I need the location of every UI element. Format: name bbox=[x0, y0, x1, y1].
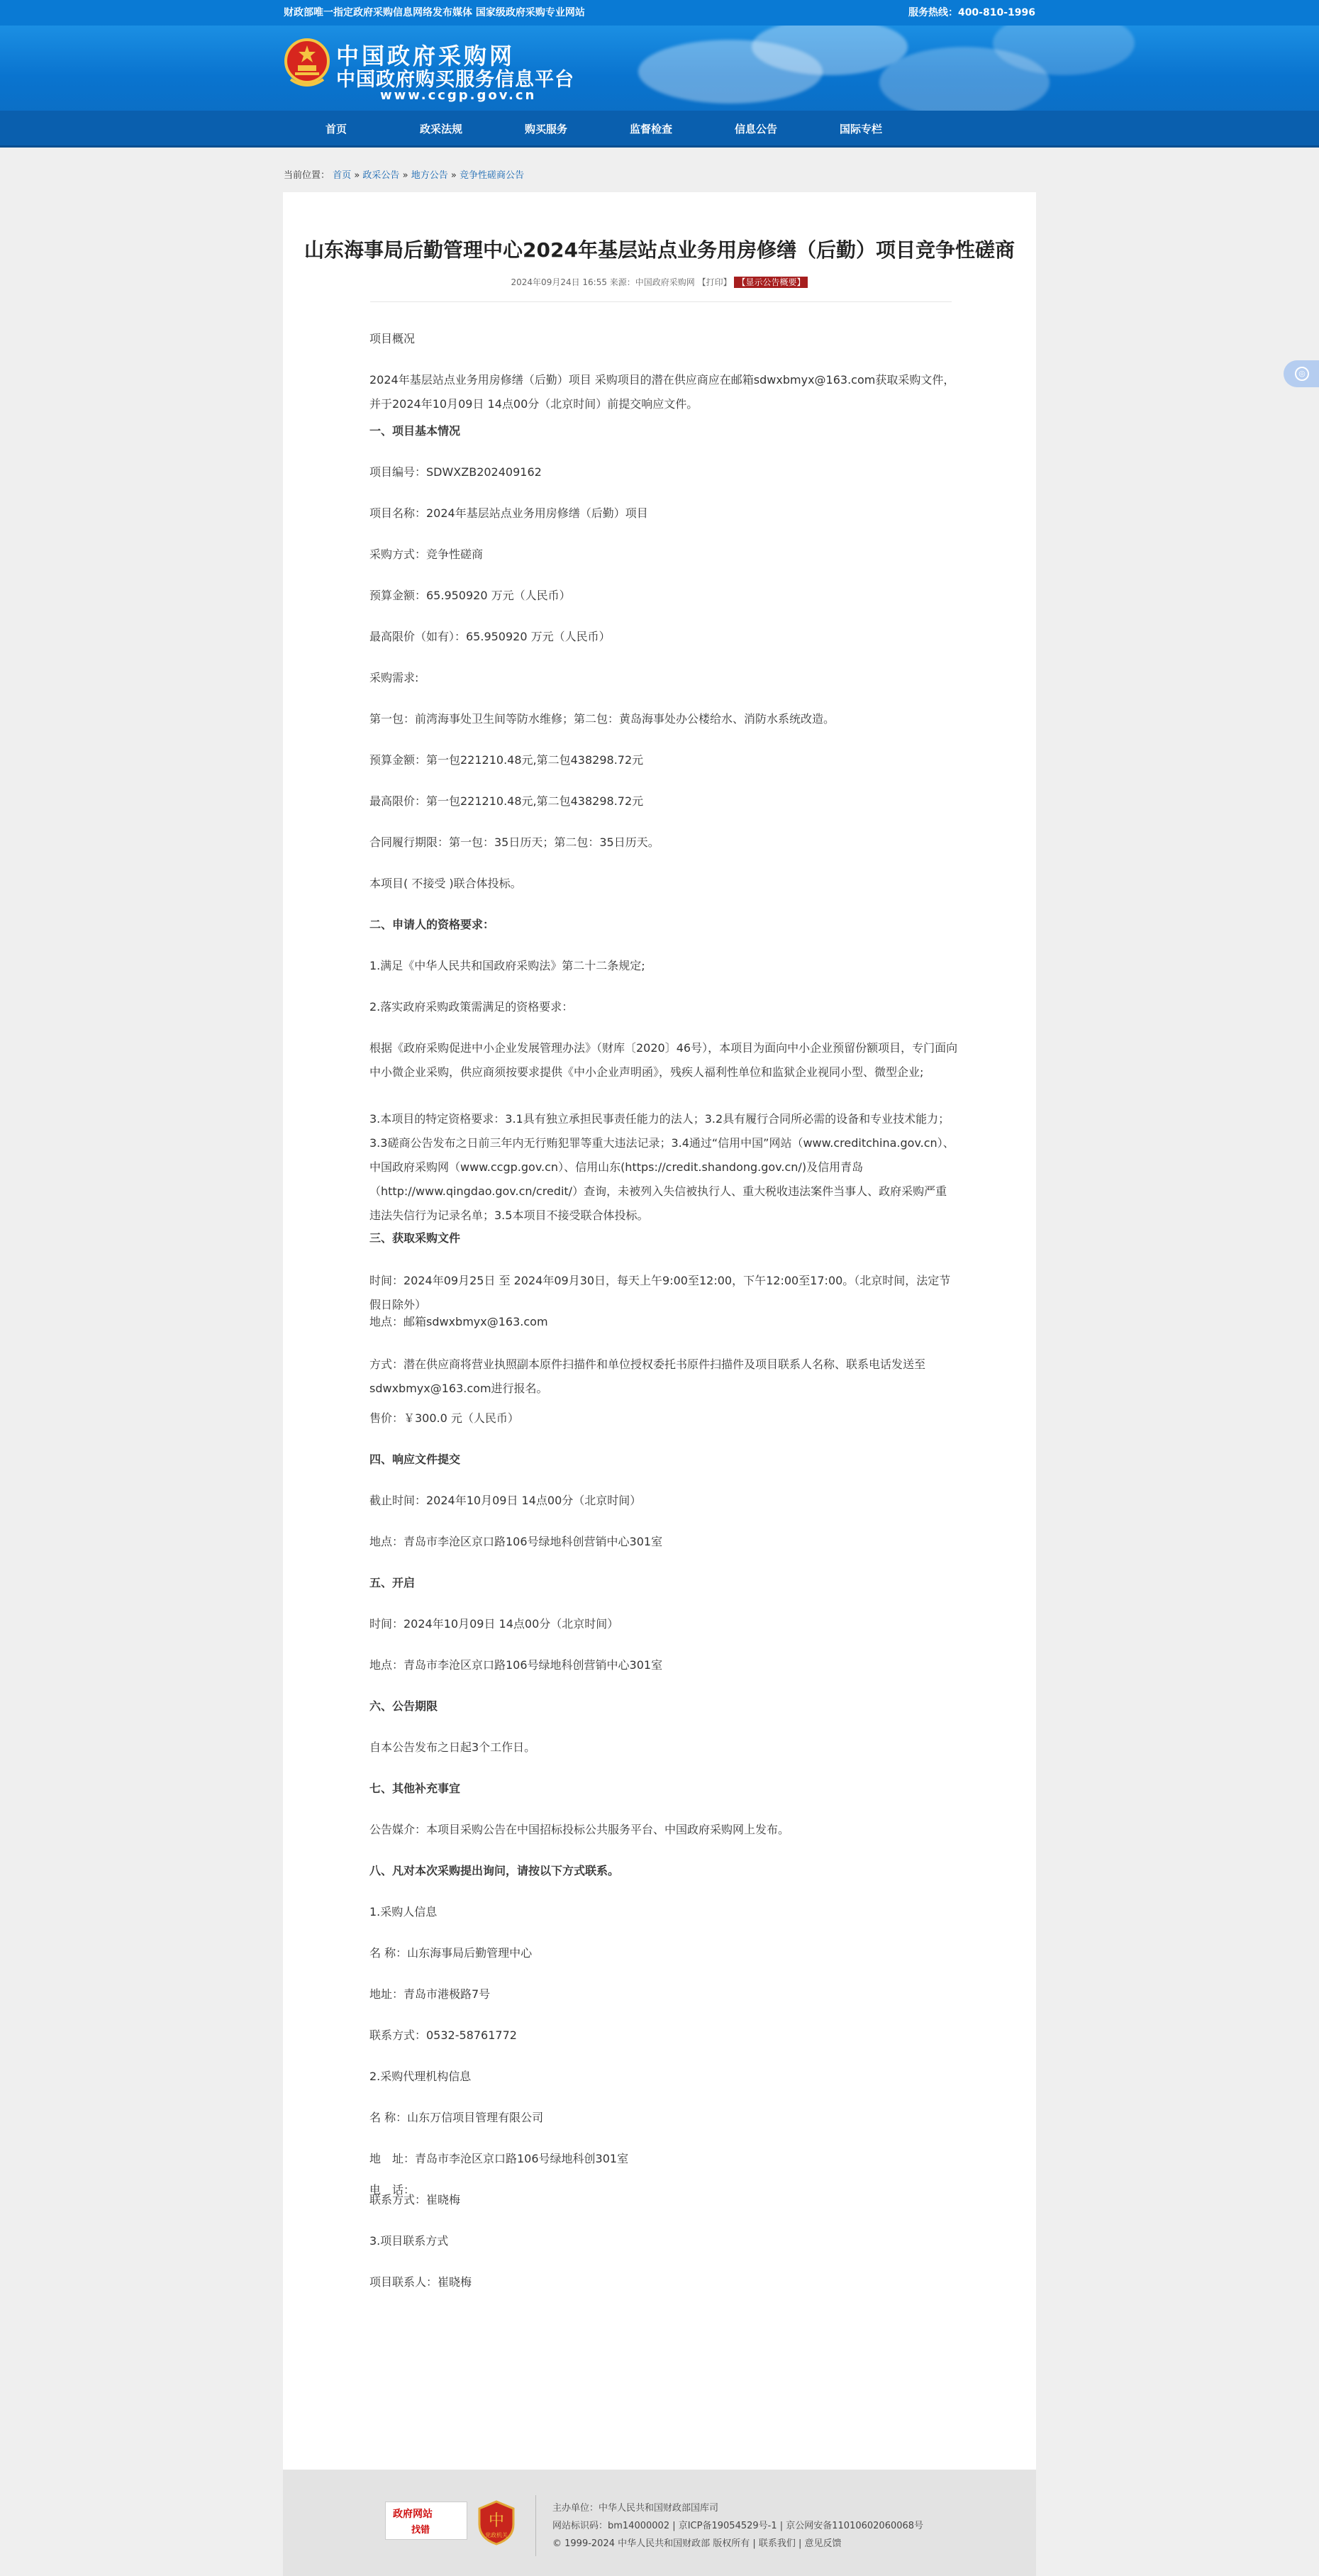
top-bar-inner bbox=[284, 0, 1035, 26]
paragraph: 项目名称：2024年基层站点业务用房修缮（后勤）项目 bbox=[369, 506, 648, 520]
paragraph: 名 称：山东海事局后勤管理中心 bbox=[369, 1946, 533, 1960]
show-summary-button[interactable]: 【显示公告概要】 bbox=[734, 277, 808, 288]
nav-item-supervision[interactable]: 监督检查 bbox=[629, 123, 672, 135]
paragraph: 第一包：前湾海事处卫生间等防水维修；第二包：黄岛海事处办公楼给水、消防水系统改造。 bbox=[369, 712, 835, 726]
site-logo[interactable] bbox=[284, 37, 581, 105]
nav-item-regulations[interactable]: 政采法规 bbox=[419, 123, 462, 135]
paragraph: 自本公告发布之日起3个工作日。 bbox=[369, 1741, 536, 1754]
paragraph: 名 称：山东万信项目管理有限公司 bbox=[369, 2111, 544, 2124]
paragraph: 售价：￥300.0 元（人民币） bbox=[369, 1411, 519, 1425]
paragraph: 本项目( 不接受 )联合体投标。 bbox=[369, 877, 522, 890]
footer-separator bbox=[535, 2495, 536, 2556]
header-banner bbox=[0, 26, 1319, 111]
nav-item-purchase-services[interactable]: 购买服务 bbox=[524, 123, 567, 135]
paragraph: 最高限价（如有）：65.950920 万元（人民币） bbox=[369, 630, 611, 643]
paragraph: 电 话： bbox=[369, 2183, 416, 2197]
paragraph: 预算金额：第一包221210.48元,第二包438298.72元 bbox=[369, 753, 644, 767]
site-title: 中国政府采购网 bbox=[336, 43, 516, 70]
paragraph: 预算金额：65.950920 万元（人民币） bbox=[369, 589, 571, 602]
paragraph: 合同履行期限：第一包：35日历天；第二包：35日历天。 bbox=[369, 835, 660, 849]
paragraph: 联系方式：0532-58761772 bbox=[369, 2028, 517, 2042]
section-heading: 六、公告期限 bbox=[369, 1699, 438, 1713]
paragraph: 时间：2024年09月25日 至 2024年09月30日，每天上午9:00至12:00，下午12:00至17:00。（北京时间，法定节假日除外） bbox=[369, 1274, 951, 1311]
nav-item-announcements[interactable]: 信息公告 bbox=[734, 123, 777, 135]
top-bar bbox=[0, 0, 1319, 26]
breadcrumb-item-local[interactable]: 地方公告 bbox=[411, 170, 448, 181]
service-hotline: 服务热线：400-810-1996 bbox=[908, 7, 1035, 18]
article-meta-text: 2024年09月24日 16:55 来源：中国政府采购网 【打印】 bbox=[511, 277, 732, 287]
paragraph: 地址：青岛市港极路7号 bbox=[369, 1987, 491, 2001]
breadcrumb-item-announcements[interactable]: 政采公告 bbox=[362, 170, 400, 181]
section-heading: 五、开启 bbox=[369, 1576, 416, 1589]
article-meta bbox=[283, 276, 1036, 288]
paragraph: 项目概况 bbox=[369, 332, 416, 345]
site-url: www.ccgp.gov.cn bbox=[380, 88, 537, 103]
footer-sponsor: 主办单位：中华人民共和国财政部国库司 bbox=[552, 2503, 719, 2514]
gov-site-error-report-badge[interactable] bbox=[385, 2502, 467, 2540]
site-subtitle: 中国政府购买服务信息平台 bbox=[336, 69, 574, 91]
section-heading: 一、项目基本情况 bbox=[369, 424, 461, 438]
paragraph: 2024年基层站点业务用房修缮（后勤）项目 采购项目的潜在供应商应在邮箱sdwxbmyx@163.com获取采购文件，并于2024年10月09日 14点00分（北京时间）前提交响应文件。 bbox=[369, 373, 955, 411]
paragraph: 地点：青岛市李沧区京口路106号绿地科创营销中心301室 bbox=[369, 1658, 663, 1672]
nav-item-home[interactable]: 首页 bbox=[325, 123, 347, 135]
badge-text: 政府网站 bbox=[393, 2509, 433, 2520]
footer-info bbox=[552, 2499, 923, 2553]
paragraph: 联系方式：崔晓梅 bbox=[369, 2193, 461, 2206]
paragraph: 3.本项目的特定资格要求：3.1具有独立承担民事责任能力的法人；3.2具有履行合同所必需的设备和专业技术能力；3.3磋商公告发布之日前三年内无行贿犯罪等重大违法记录；3.4通过“信用中国”网站（www.creditchina.gov.cn）、中国政府采购网（www.ccgp.gov.cn）、信用山东(https://credit.shandong.gov.cn/)及信用青岛（http://www.qingdao.gov.cn/credit/）查询，未被列入失信被执行人、重大税收违法案件当事人、政府采购严重违法失信行为记录名单；3.5本项目不接受联合体投标。 bbox=[369, 1112, 955, 1222]
paragraph: 2.落实政府采购政策需满足的资格要求： bbox=[369, 1000, 574, 1014]
section-heading: 二、申请人的资格要求： bbox=[369, 918, 495, 931]
paragraph: 最高限价：第一包221210.48元,第二包438298.72元 bbox=[369, 794, 644, 808]
paragraph: 公告媒介：本项目采购公告在中国招标投标公共服务平台、中国政府采购网上发布。 bbox=[369, 1823, 790, 1836]
footer-copyright[interactable]: © 1999-2024 中华人民共和国财政部 版权所有 | 联系我们 | 意见反馈 bbox=[552, 2538, 842, 2549]
footer-icp: 网站标识码：bm14000002 | 京ICP备19054529号-1 | 京公网安备11010602060068号 bbox=[552, 2521, 924, 2531]
breadcrumb-prefix: 当前位置： bbox=[284, 170, 330, 181]
title-divider bbox=[370, 301, 952, 302]
breadcrumb-separator: » bbox=[402, 170, 408, 181]
nav-item-international[interactable]: 国际专栏 bbox=[839, 123, 882, 135]
paragraph: 根据《政府采购促进中小企业发展管理办法》（财库〔2020〕46号），本项目为面向中小企业预留份额项目，专门面向中小微企业采购，供应商须按要求提供《中小企业声明函》，残疾人福利性单位和监狱企业视同小型、微型企业; bbox=[369, 1041, 958, 1079]
party-gov-org-badge-icon[interactable] bbox=[477, 2500, 516, 2546]
paragraph: 时间：2024年10月09日 14点00分（北京时间） bbox=[369, 1617, 619, 1631]
badge-text: 找错 bbox=[411, 2522, 430, 2536]
accessibility-icon: ◎ bbox=[1295, 367, 1309, 381]
paragraph: 3.项目联系方式 bbox=[369, 2234, 449, 2248]
main-nav-inner bbox=[284, 111, 1035, 148]
top-bar-slogan: 财政部唯一指定政府采购信息网络发布媒体 国家级政府采购专业网站 bbox=[284, 7, 585, 18]
national-emblem-icon bbox=[284, 37, 330, 88]
paragraph: 截止时间：2024年10月09日 14点00分（北京时间） bbox=[369, 1494, 642, 1507]
breadcrumb-item-home[interactable]: 首页 bbox=[333, 170, 352, 181]
paragraph: 采购需求: bbox=[369, 671, 419, 684]
floating-assist-button[interactable] bbox=[1284, 360, 1319, 387]
paragraph: 方式：潜在供应商将营业执照副本原件扫描件和单位授权委托书原件扫描件及项目联系人名称、联系电话发送至sdwxbmyx@163.com进行报名。 bbox=[369, 1358, 926, 1395]
section-heading: 七、其他补充事宜 bbox=[369, 1782, 461, 1795]
paragraph: 2.采购代理机构信息 bbox=[369, 2070, 472, 2083]
paragraph: 项目编号：SDWXZB202409162 bbox=[369, 465, 542, 479]
paragraph: 地点：邮箱sdwxbmyx@163.com bbox=[369, 1315, 548, 1328]
section-heading: 四、响应文件提交 bbox=[369, 1453, 461, 1466]
paragraph: 采购方式：竞争性磋商 bbox=[369, 548, 484, 561]
badge-label: 党政机关 bbox=[485, 2532, 508, 2538]
breadcrumb-separator: » bbox=[450, 170, 457, 181]
footer bbox=[283, 2470, 1036, 2576]
paragraph: 1.采购人信息 bbox=[369, 1905, 438, 1919]
article-title: 山东海事局后勤管理中心2024年基层站点业务用房修缮（后勤）项目竞争性磋商 bbox=[304, 238, 1015, 262]
breadcrumb-separator: » bbox=[354, 170, 360, 181]
paragraph: 地点：青岛市李沧区京口路106号绿地科创营销中心301室 bbox=[369, 1535, 663, 1548]
paragraph: 地 址：青岛市李沧区京口路106号绿地科创301室 bbox=[369, 2152, 629, 2165]
section-heading: 八、凡对本次采购提出询问，请按以下方式联系。 bbox=[369, 1864, 620, 1877]
article-container bbox=[283, 192, 1036, 2470]
breadcrumb bbox=[284, 167, 524, 181]
main-nav bbox=[0, 111, 1319, 148]
paragraph: 项目联系人：崔晓梅 bbox=[369, 2275, 472, 2289]
paragraph: 1.满足《中华人民共和国政府采购法》第二十二条规定; bbox=[369, 959, 645, 972]
svg-text:中: 中 bbox=[488, 2512, 505, 2530]
section-heading: 三、获取采购文件 bbox=[369, 1231, 461, 1245]
breadcrumb-item-current[interactable]: 竞争性磋商公告 bbox=[459, 170, 524, 181]
